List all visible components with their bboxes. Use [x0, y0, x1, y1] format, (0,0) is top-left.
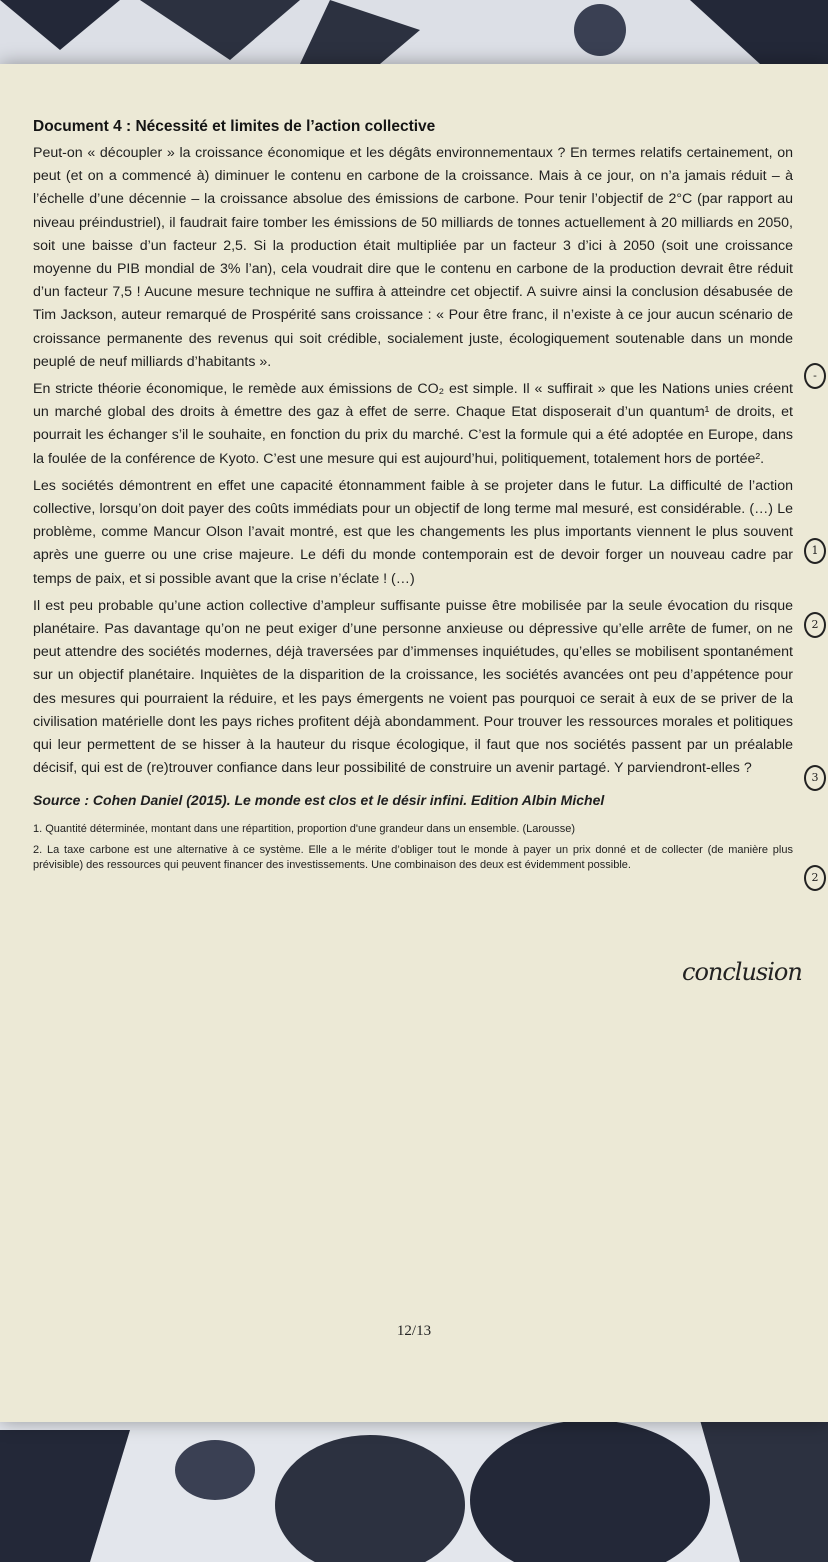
- footnotes: [33, 822, 793, 873]
- paragraph-2: En stricte théorie économique, le remède aux émissions de CO₂ est simple. Il « suffirait » que les Nations unies créent un marché global des droits à émettre des gaz à effet de serre. Chaque Etat disposerait d’un quantum¹ de droits, et pourrait les échanger s’il le souhaite, en fonction du prix du marché. C’est la formule qui a été adoptée en Europe, dans la foulée de la conférence de Kyoto. C’est une mesure qui est aujourd’hui, politiquement, totalement hors de portée².: [33, 381, 793, 467]
- margin-mark: -: [804, 363, 826, 389]
- margin-mark: 3: [804, 765, 826, 791]
- paragraph-1: Peut-on « découpler » la croissance économique et les dégâts environnementaux ? En termes relatifs certainement, on peut (et on a commencé à) diminuer le contenu en carbone de la croissance. Mais à ce jour, on n’a jamais réduit – à l’échelle d’une décennie – la croissance absolue des émissions de carbone. Pour tenir l’objectif de 2°C (par rapport au niveau préindustriel), il faudrait faire tomber les émissions de 50 milliards de tonnes actuellement à 20 milliards en 2050, soit une baisse d’un facteur 2,5. Si la production était multipliée par un facteur 3 d’ici à 2050 (soit une croissance moyenne du PIB mondial de 3% l’an), cela voudrait dire que le contenu en carbone de la production devrait être réduit d’un facteur 7,5 ! Aucune mesure technique ne suffira à atteindre cet objectif. A suivre ainsi la conclusion désabusée de Tim Jackson, auteur remarqué de Prospérité sans croissance : « Pour être franc, il n’existe à ce jour aucun scénario de croissance permanente des revenus qui soit crédible, socialement juste, écologiquement soutenable dans un monde peuplé de neuf milliards d’habitants ».: [33, 145, 793, 370]
- margin-mark: 2: [804, 612, 826, 638]
- paragraph-3: Les sociétés démontrent en effet une capacité étonnamment faible à se projeter dans le futur. La difficulté de l’action collective, lorsqu’on doit payer des coûts immédiats pour un objectif de long terme mal mesuré, est considérable. (…) Le problème, comme Mancur Olson l’avait montré, est que les changements les plus importants viennent le plus souvent après une guerre ou une crise majeure. Le défi du monde contemporain est de devoir forger un nouveau cadre par temps de paix, et si possible avant que la crise n’éclate ! (…): [33, 477, 793, 587]
- margin-mark: 1: [804, 538, 826, 564]
- page-number: 12/13: [396, 1323, 432, 1339]
- margin-mark: 2: [804, 865, 826, 891]
- paragraph-4: Il est peu probable qu’une action collective d’ampleur suffisante puisse être mobilisée par la seule évocation du risque planétaire. Pas davantage qu’on ne peut exiger d’une personne anxieuse ou dépressive qu’elle arrête de fumer, on ne peut attendre des sociétés modernes, déjà traversées par d’immenses inquiétudes, qu’elles se mobilisent spontanément sur un objectif planétaire. Inquiètes de la disparition de la croissance, les sociétés avancées ont peu d’appétence pour des mesures qui pourraient la réduire, et les pays émergents ne voient pas pourquoi ce serait à eux de se priver de la civilisation matérielle dont les pays riches profitent déjà abondamment. Pour trouver les ressources morales et politiques qui leur permettent de se hisser à la hauteur du risque écologique, il faut que nos sociétés passent par un préalable décisif, qui est de (re)trouver confiance dans leur possibilité de construire un avenir partagé. Y parviendront-elles ?: [33, 597, 793, 777]
- handwritten-conclusion: conclusion: [682, 958, 802, 986]
- footnote-1: 1. Quantité déterminée, montant dans une répartition, proportion d'une grandeur dans un ensemble. (Larousse): [33, 823, 576, 836]
- source-citation: Source : Cohen Daniel (2015). Le monde est clos et le désir infini. Edition Albin Michel: [33, 792, 605, 809]
- document-title: Document 4 : Nécessité et limites de l’action collective: [33, 118, 436, 135]
- footnote-2: 2. La taxe carbone est une alternative à ce système. Elle a le mérite d’obliger tout le monde à payer un prix donné et de collecter (de manière plus prévisible) des ressources qui peuvent financer des investissements. Une combinaison des deux est évidemment possible.: [33, 844, 793, 872]
- document-body: [33, 118, 793, 879]
